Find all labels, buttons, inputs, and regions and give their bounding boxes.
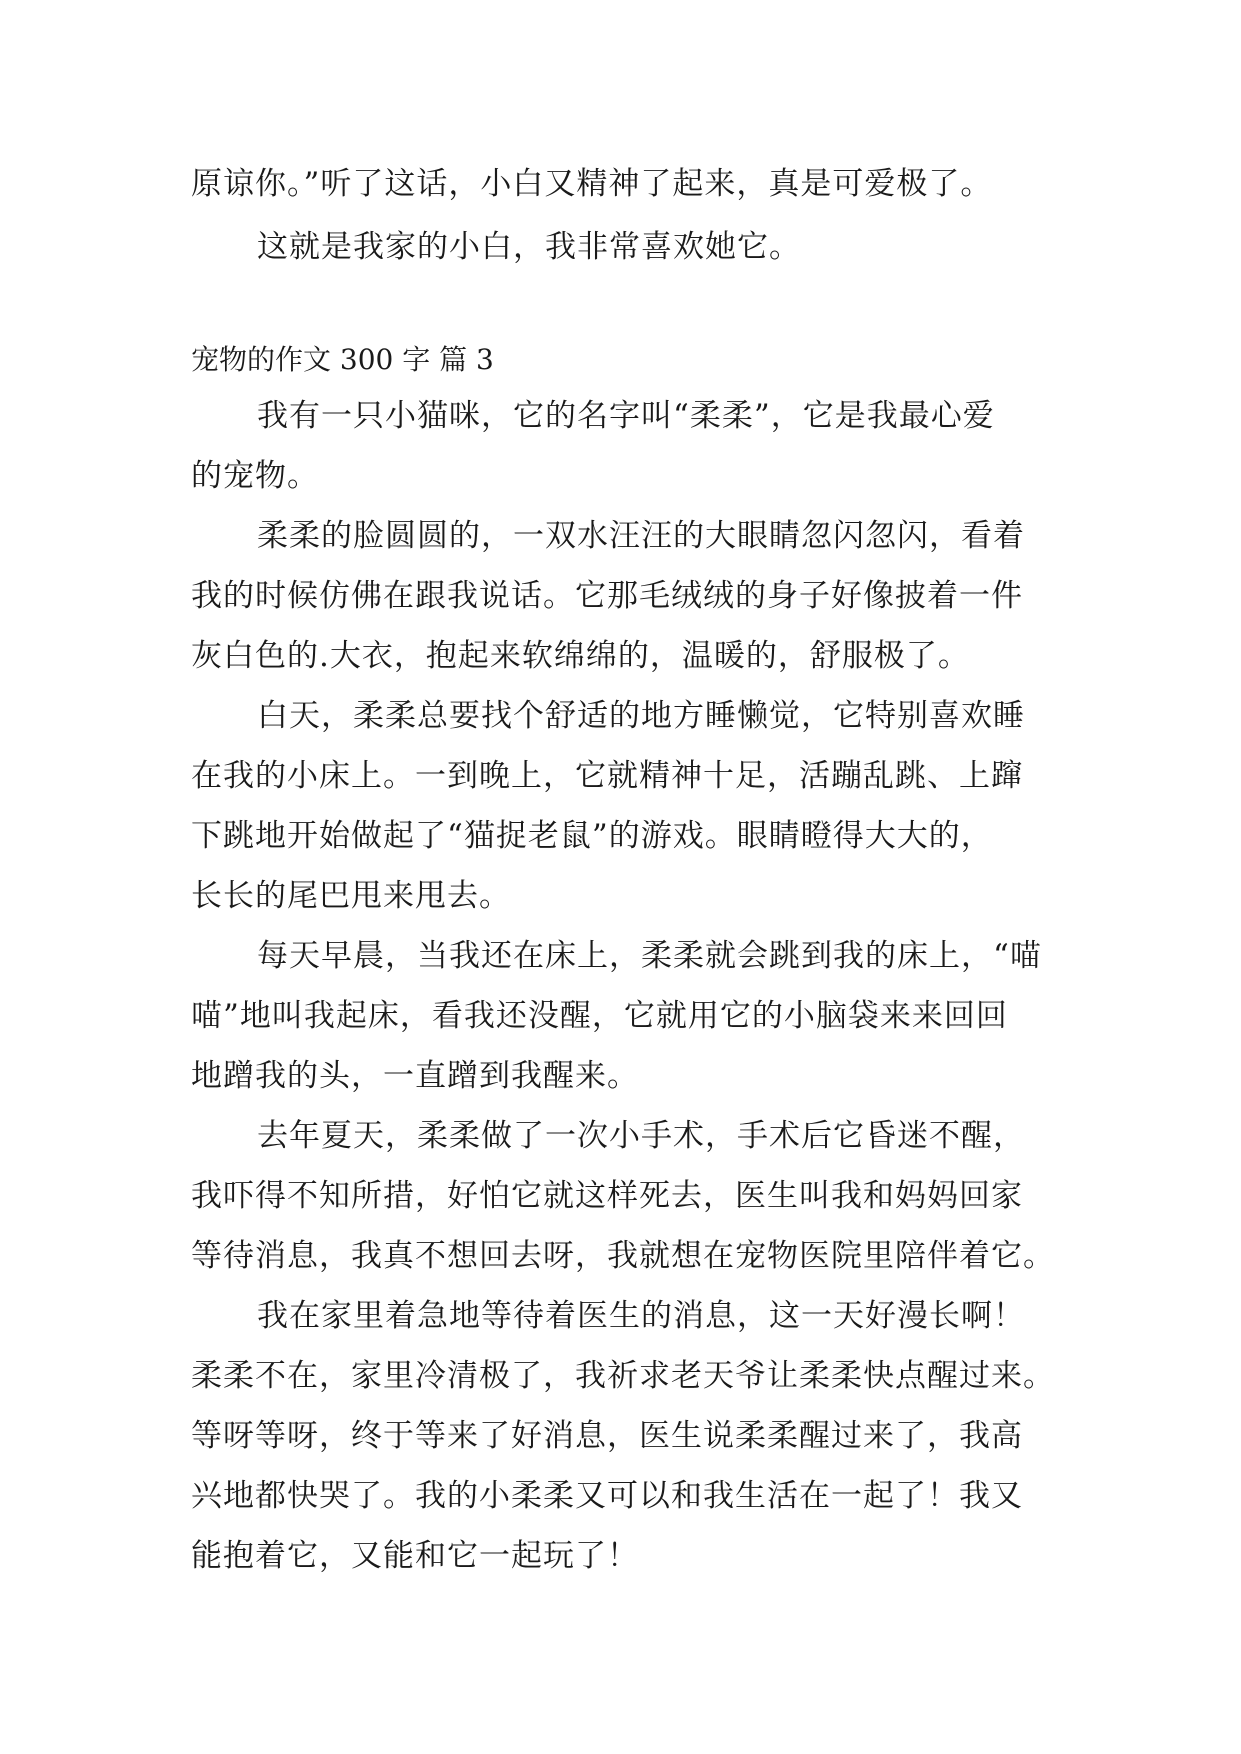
- text-line: 去年夏天，柔柔做了一次小手术，手术后它昏迷不醒，: [257, 1118, 1025, 1154]
- text-line: 兴地都快哭了。我的小柔柔又可以和我生活在一起了！我又: [191, 1478, 1023, 1514]
- text-line: 我在家里着急地等待着医生的消息，这一天好漫长啊！: [257, 1298, 1025, 1334]
- text-line: 的宠物。: [191, 458, 319, 494]
- text-line: 白天，柔柔总要找个舒适的地方睡懒觉，它特别喜欢睡: [257, 698, 1025, 734]
- text-line: 等呀等呀，终于等来了好消息，医生说柔柔醒过来了，我高: [191, 1418, 1023, 1454]
- text-line: 原谅你。”听了这话，小白又精神了起来，真是可爱极了。: [191, 166, 993, 202]
- text-line: 喵”地叫我起床，看我还没醒，它就用它的小脑袋来来回回: [191, 998, 1008, 1034]
- text-line: 我的时候仿佛在跟我说话。它那毛绒绒的身子好像披着一件: [191, 578, 1023, 614]
- text-line: 地蹭我的头，一直蹭到我醒来。: [191, 1058, 639, 1094]
- text-line: 我有一只小猫咪，它的名字叫“柔柔”，它是我最心爱: [257, 398, 995, 434]
- text-line: 长长的尾巴甩来甩去。: [191, 878, 511, 914]
- text-line: 柔柔的脸圆圆的，一双水汪汪的大眼睛忽闪忽闪，看着: [257, 518, 1025, 554]
- text-line: 等待消息，我真不想回去呀，我就想在宠物医院里陪伴着它。: [191, 1238, 1055, 1274]
- text-line: 能抱着它，又能和它一起玩了！: [191, 1538, 639, 1574]
- text-line: 我吓得不知所措，好怕它就这样死去，医生叫我和妈妈回家: [191, 1178, 1023, 1214]
- section-heading: 宠物的作文 300 字 篇 3: [191, 343, 494, 376]
- text-line: 每天早晨，当我还在床上，柔柔就会跳到我的床上，“喵: [257, 938, 1042, 974]
- text-line: 灰白色的.大衣，抱起来软绵绵的，温暖的，舒服极了。: [191, 638, 970, 674]
- text-line: 在我的小床上。一到晚上，它就精神十足，活蹦乱跳、上蹿: [191, 758, 1023, 794]
- text-line: 这就是我家的小白，我非常喜欢她它。: [257, 229, 801, 265]
- text-line: 柔柔不在，家里冷清极了，我祈求老天爷让柔柔快点醒过来。: [191, 1358, 1055, 1394]
- text-line: 下跳地开始做起了“猫捉老鼠”的游戏。眼睛瞪得大大的，: [191, 818, 993, 854]
